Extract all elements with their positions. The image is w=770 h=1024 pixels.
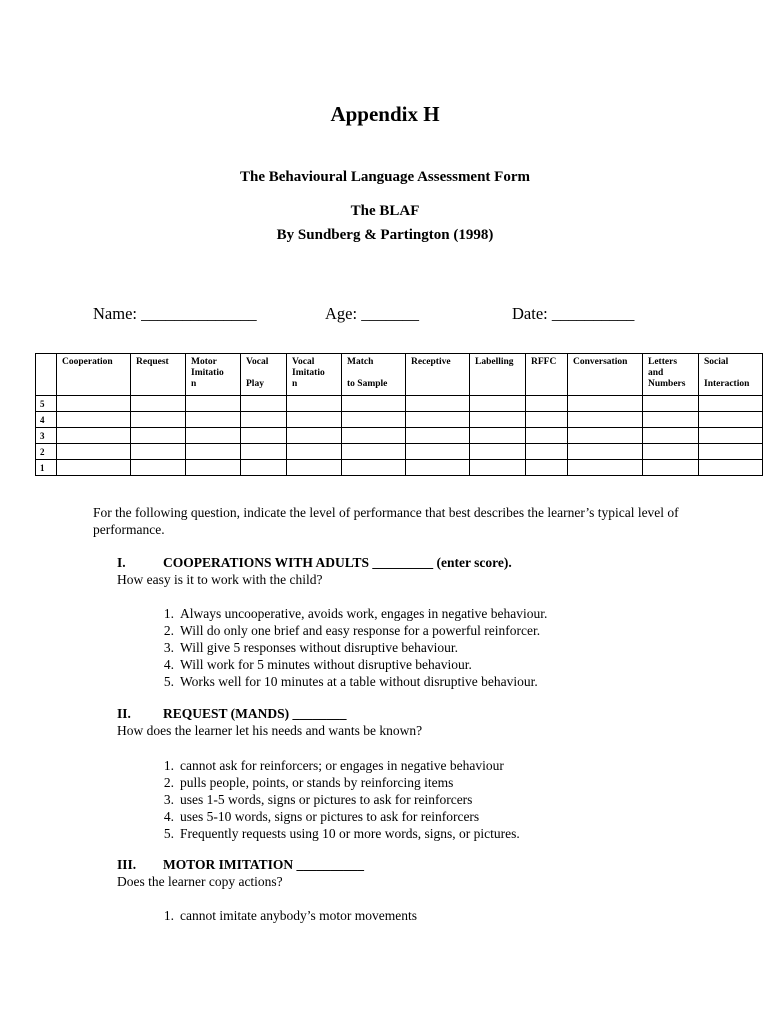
score-cell[interactable]: [470, 444, 526, 460]
score-cell[interactable]: [342, 428, 406, 444]
grid-row: [36, 412, 763, 428]
option-item: [152, 605, 547, 622]
option-text: cannot imitate anybody’s motor movements: [180, 908, 417, 923]
option-item: [152, 757, 520, 774]
score-cell[interactable]: [406, 444, 470, 460]
grid-row: [36, 444, 763, 460]
form-authors: By Sundberg & Partington (1998): [276, 227, 494, 243]
option-item: [152, 656, 547, 673]
option-text: Frequently requests using 10 or more words, signs, or pictures.: [180, 826, 520, 841]
column-header-line: Vocal: [292, 357, 315, 367]
level-label: 2: [36, 444, 57, 460]
option-text: Will do only one brief and easy response for a powerful reinforcer.: [180, 623, 541, 638]
option-number: 2.: [163, 623, 174, 638]
column-header-line: Social: [704, 357, 729, 367]
score-cell[interactable]: [699, 460, 763, 476]
option-text: uses 1-5 words, signs or pictures to ask for reinforcers: [180, 792, 473, 807]
column-header-line: RFFC: [531, 357, 557, 367]
score-cell[interactable]: [287, 460, 342, 476]
column-header-line: Cooperation: [62, 357, 113, 367]
score-cell[interactable]: [568, 460, 643, 476]
column-header-line: Conversation: [573, 357, 628, 367]
score-cell[interactable]: [131, 460, 186, 476]
grid-corner-cell: [36, 354, 57, 396]
grid-column-header: [131, 354, 186, 396]
column-header-line: Imitatio: [191, 368, 224, 378]
score-cell[interactable]: [131, 412, 186, 428]
column-header-line: Labelling: [475, 357, 514, 367]
column-header-line: Motor: [191, 357, 217, 367]
option-item: [152, 673, 547, 690]
grid-column-header: [342, 354, 406, 396]
column-header-line: Request: [136, 357, 169, 367]
score-cell[interactable]: [186, 412, 241, 428]
date-field: Date: __________: [512, 304, 635, 323]
level-label: 5: [36, 396, 57, 412]
age-field: Age: _______: [325, 304, 419, 323]
score-cell[interactable]: [406, 460, 470, 476]
section-3-numeral: III.: [117, 857, 137, 872]
section-1-question: How easy is it to work with the child?: [117, 572, 323, 587]
level-label: 4: [36, 412, 57, 428]
option-text: Works well for 10 minutes at a table without disruptive behaviour.: [180, 674, 538, 689]
column-header-line: Interaction: [704, 379, 750, 389]
score-cell[interactable]: [470, 396, 526, 412]
option-text: pulls people, points, or stands by reinforcing items: [180, 775, 454, 790]
grid-column-header: [186, 354, 241, 396]
option-item: [152, 639, 547, 656]
score-cell[interactable]: [406, 428, 470, 444]
score-cell[interactable]: [57, 396, 131, 412]
grid-column-header: [57, 354, 131, 396]
column-header-line: and: [648, 368, 664, 378]
score-cell[interactable]: [470, 412, 526, 428]
option-text: Will work for 5 minutes without disruptive behaviour.: [180, 657, 472, 672]
score-cell[interactable]: [526, 444, 568, 460]
option-number: 1.: [163, 606, 174, 621]
score-cell[interactable]: [643, 412, 699, 428]
score-cell[interactable]: [342, 444, 406, 460]
column-header-line: Numbers: [648, 379, 686, 389]
score-cell[interactable]: [643, 396, 699, 412]
score-cell[interactable]: [287, 444, 342, 460]
grid-body: [36, 396, 763, 476]
score-cell[interactable]: [57, 412, 131, 428]
section-3-heading: MOTOR IMITATION __________: [163, 857, 365, 872]
score-cell[interactable]: [470, 460, 526, 476]
option-number: 5.: [163, 826, 174, 841]
score-cell[interactable]: [643, 428, 699, 444]
option-number: 4.: [163, 809, 174, 824]
score-cell[interactable]: [131, 444, 186, 460]
score-cell[interactable]: [287, 428, 342, 444]
score-cell[interactable]: [526, 412, 568, 428]
option-number: 1.: [163, 908, 174, 923]
level-label: 3: [36, 428, 57, 444]
grid-column-header: [241, 354, 287, 396]
option-number: 2.: [163, 775, 174, 790]
score-cell[interactable]: [241, 428, 287, 444]
column-header-line: Imitatio: [292, 368, 325, 378]
score-cell[interactable]: [699, 444, 763, 460]
score-cell[interactable]: [699, 396, 763, 412]
score-cell[interactable]: [526, 396, 568, 412]
level-label: 1: [36, 460, 57, 476]
score-cell[interactable]: [699, 412, 763, 428]
score-cell[interactable]: [186, 396, 241, 412]
page-title: Appendix H: [330, 102, 440, 126]
score-cell[interactable]: [131, 428, 186, 444]
section-2-numeral: II.: [117, 706, 131, 721]
column-header-line: Match: [347, 357, 374, 367]
grid-column-header: [568, 354, 643, 396]
grid-column-header: [643, 354, 699, 396]
section-1-options: [152, 605, 547, 690]
column-header-line: [347, 368, 402, 379]
score-cell[interactable]: [568, 396, 643, 412]
section-1-numeral: I.: [117, 555, 126, 570]
option-item: [152, 825, 520, 842]
score-cell[interactable]: [526, 460, 568, 476]
score-cell[interactable]: [241, 412, 287, 428]
column-header-line: Letters: [648, 357, 678, 367]
section-3-options: [152, 907, 417, 924]
form-name: The Behavioural Language Assessment Form: [239, 169, 530, 185]
option-item: [152, 774, 520, 791]
name-field: Name: ______________: [93, 304, 257, 323]
score-cell[interactable]: [186, 444, 241, 460]
assessment-grid: [35, 353, 763, 476]
option-number: 1.: [163, 758, 174, 773]
option-number: 4.: [163, 657, 174, 672]
option-item: [152, 907, 417, 924]
section-1-heading: COOPERATIONS WITH ADULTS _________ (enter score).: [163, 555, 512, 570]
column-header-line: [704, 368, 759, 379]
grid-row: [36, 460, 763, 476]
section-2-heading: REQUEST (MANDS) ________: [163, 706, 347, 721]
grid-column-header: [526, 354, 568, 396]
grid-row: [36, 428, 763, 444]
score-cell[interactable]: [470, 428, 526, 444]
score-cell[interactable]: [57, 444, 131, 460]
intro-text: For the following question, indicate the level of performance that best describes the learner’s typical level of performance.: [93, 505, 679, 537]
score-cell[interactable]: [568, 444, 643, 460]
score-cell[interactable]: [406, 396, 470, 412]
column-header-line: Vocal: [246, 357, 269, 367]
option-text: uses 5-10 words, signs or pictures to ask for reinforcers: [180, 809, 480, 824]
option-number: 3.: [163, 792, 174, 807]
section-2-options: [152, 757, 520, 842]
column-header-line: Play: [246, 379, 264, 389]
score-cell[interactable]: [342, 396, 406, 412]
score-cell[interactable]: [131, 396, 186, 412]
score-cell[interactable]: [186, 428, 241, 444]
grid-column-header: [699, 354, 763, 396]
section-2-question: How does the learner let his needs and wants be known?: [117, 723, 423, 738]
column-header-line: to Sample: [347, 379, 388, 389]
column-header-line: n: [191, 379, 197, 389]
column-header-line: Receptive: [411, 357, 451, 367]
score-cell[interactable]: [342, 460, 406, 476]
option-text: Will give 5 responses without disruptive behaviour.: [180, 640, 459, 655]
score-cell[interactable]: [699, 428, 763, 444]
grid-header-row: [36, 354, 763, 396]
score-cell[interactable]: [643, 460, 699, 476]
score-cell[interactable]: [568, 428, 643, 444]
score-cell[interactable]: [57, 460, 131, 476]
score-cell[interactable]: [342, 412, 406, 428]
score-cell[interactable]: [406, 412, 470, 428]
grid-column-header: [406, 354, 470, 396]
form-short-name: The BLAF: [350, 203, 420, 219]
score-cell[interactable]: [287, 412, 342, 428]
option-item: [152, 622, 547, 639]
score-cell[interactable]: [186, 460, 241, 476]
grid-column-header: [287, 354, 342, 396]
option-text: Always uncooperative, avoids work, engages in negative behaviour.: [180, 606, 548, 621]
option-number: 3.: [163, 640, 174, 655]
score-cell[interactable]: [287, 396, 342, 412]
column-header-line: [246, 368, 283, 379]
score-cell[interactable]: [526, 428, 568, 444]
grid-row: [36, 396, 763, 412]
score-cell[interactable]: [241, 444, 287, 460]
column-header-line: n: [292, 379, 298, 389]
section-3-question: Does the learner copy actions?: [117, 874, 283, 889]
score-cell[interactable]: [241, 460, 287, 476]
option-item: [152, 808, 520, 825]
score-cell[interactable]: [57, 428, 131, 444]
option-number: 5.: [163, 674, 174, 689]
grid-column-header: [470, 354, 526, 396]
option-text: cannot ask for reinforcers; or engages in negative behaviour: [180, 758, 504, 773]
option-item: [152, 791, 520, 808]
score-cell[interactable]: [241, 396, 287, 412]
score-cell[interactable]: [568, 412, 643, 428]
score-cell[interactable]: [643, 444, 699, 460]
